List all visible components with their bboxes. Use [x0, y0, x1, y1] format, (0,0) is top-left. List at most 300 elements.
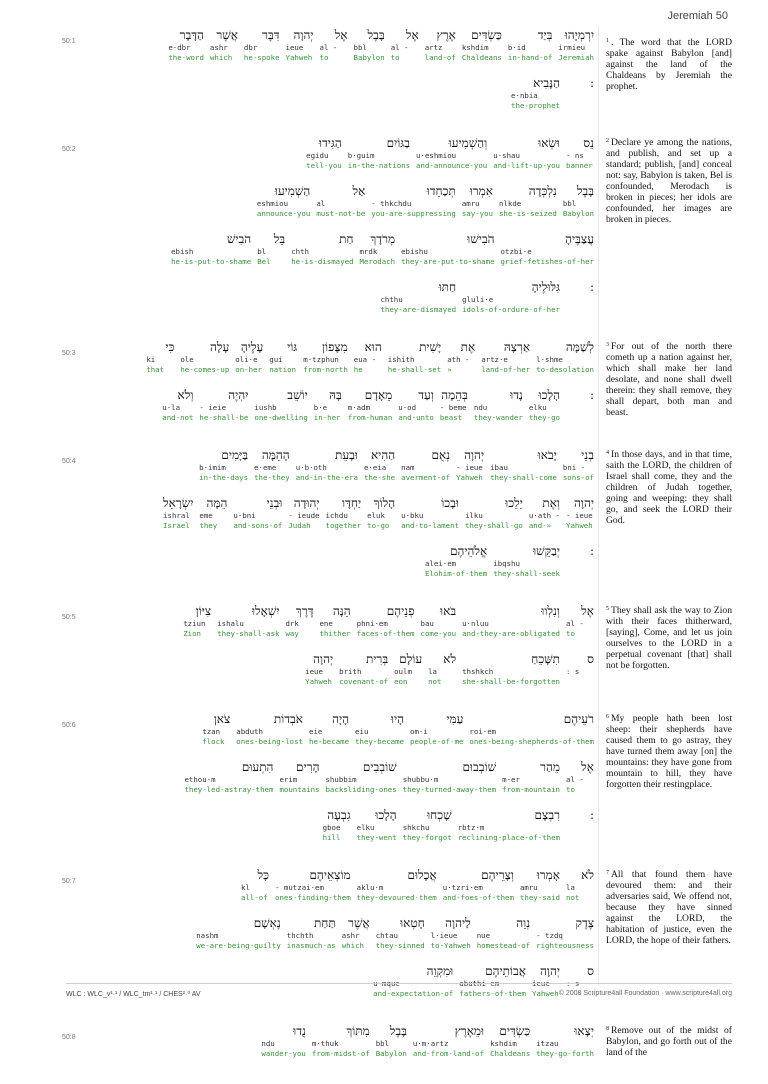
av-verse-text: My people hath been lost sheep: their shepherds have caused them to go astray, they have turned them away [on] the mountains: they have gone from mountain to hill, they have forgotten their restingplace.	[606, 713, 732, 790]
word-unit	[462, 280, 560, 315]
gloss: not	[428, 677, 442, 686]
hebrew-word: צִיּוֹן	[195, 604, 212, 618]
hebrew-word: יְבַקֵּשׁוּ	[533, 544, 560, 558]
gloss: and-to-lament	[401, 521, 459, 530]
hebrew-word: וְנִלְווּ	[541, 604, 560, 618]
hebrew-word: אֶל	[405, 28, 419, 42]
gloss: he-comes-up	[180, 365, 230, 374]
word-unit	[529, 388, 560, 423]
gloss: to-Yahweh	[430, 941, 471, 950]
hebrew-word: :	[589, 280, 594, 294]
gloss: homestead-of	[476, 941, 531, 950]
word-unit	[320, 28, 348, 63]
word-unit	[558, 28, 594, 63]
hebrew-word: הַגִּידוּ	[318, 136, 342, 150]
transliteration: nashm	[196, 931, 219, 940]
transliteration: m·thuk	[311, 1039, 339, 1048]
hebrew-word: צֶדֶק	[575, 916, 594, 930]
word-unit	[339, 652, 388, 687]
column-divider	[598, 26, 599, 986]
hebrew-word: וְצָרֵיהֶם	[481, 868, 514, 882]
transliteration: u·tzri·em	[442, 883, 483, 892]
word-unit	[233, 496, 282, 531]
word-unit	[456, 448, 484, 483]
transliteration: amru	[519, 883, 538, 892]
gloss: Babylon	[562, 209, 594, 218]
word-unit	[474, 388, 523, 423]
hebrew-word: כִּי	[165, 340, 175, 354]
transliteration: m·adm	[347, 403, 371, 412]
word-unit	[416, 136, 487, 171]
gloss: to	[390, 53, 400, 62]
word-unit	[244, 28, 280, 63]
transliteration: ebishu	[401, 247, 428, 256]
gloss: in·hand-of	[507, 53, 553, 62]
hebrew-word: הֵמָּה	[206, 496, 228, 510]
hebrew-word: נָדוּ	[510, 388, 523, 402]
gloss: to	[566, 785, 575, 794]
hebrew-word: רֹעֵיהֶם	[563, 712, 594, 726]
transliteration: - tzdq	[536, 931, 563, 940]
hebrew-word: עֲצַבֶּיהָ	[565, 232, 594, 246]
hebrew-word: הַהִיא	[370, 448, 396, 462]
hebrew-word: בַּיָּמִים	[221, 448, 249, 462]
av-verse-number: 3	[606, 342, 609, 348]
gloss: grief-fetishes-of-her	[500, 257, 594, 266]
word-unit	[462, 184, 493, 219]
gloss: fathers-of-them	[459, 989, 526, 998]
av-verse-number: 1	[606, 38, 609, 44]
transliteration: iushb	[254, 403, 277, 412]
transliteration	[373, 979, 400, 989]
word-unit	[401, 448, 450, 483]
hebrew-word: בֹּאוּ	[440, 604, 457, 618]
footer-copyright: © 2008 Scripture4all Foundation · www.scripture4all.org	[558, 990, 732, 997]
word-unit	[431, 916, 471, 951]
hebrew-word: הָרִים	[296, 760, 320, 774]
transliteration: : s	[566, 667, 580, 676]
word-unit	[357, 808, 397, 843]
transliteration: gboe	[322, 823, 341, 832]
word-unit	[254, 448, 290, 483]
transliteration: elku	[356, 823, 375, 832]
gloss: to-desolation	[536, 365, 594, 374]
footer-versions: WLC : WLC_v¹·¹ / WLC_tm¹·¹ / CHES²·⁰ AV	[66, 991, 201, 998]
interlinear-line	[66, 604, 594, 652]
transliteration: abduth	[236, 727, 263, 736]
transliteration: rbtz·m	[457, 823, 485, 832]
word-unit	[440, 388, 468, 423]
gloss: he-shall-set	[387, 365, 442, 374]
hebrew-word: גּוֹי	[287, 340, 298, 354]
transliteration: tzan	[202, 727, 221, 736]
word-unit	[443, 868, 514, 903]
av-verse-text: In those days, and in that time, saith the LORD, the children of Israel shall come, they and the children of Judah together, going and weeping: they shall go, and seek the LORD their God.	[606, 449, 732, 526]
gloss: and-foes-of-them	[442, 893, 514, 902]
word-unit	[342, 916, 370, 951]
gloss: they-devoured-them	[356, 893, 437, 902]
gloss: flock	[202, 737, 225, 746]
gloss: they-go-forth	[536, 1049, 594, 1058]
transliteration: b·guim	[347, 151, 375, 160]
transliteration: chth	[291, 247, 309, 256]
transliteration: shkchu	[402, 823, 430, 832]
hebrew-word: בְּיַד	[537, 28, 553, 42]
gloss: the-prophet	[511, 101, 560, 110]
transliteration: - beme	[439, 403, 467, 412]
word-unit	[462, 604, 560, 639]
gloss: way	[285, 629, 299, 638]
hebrew-word: אֶת	[460, 340, 476, 354]
transliteration: nam	[401, 463, 415, 472]
transliteration: eshmiou	[256, 199, 289, 208]
gloss: Jeremiah	[558, 53, 594, 62]
transliteration: e·eme	[254, 463, 277, 472]
gloss: Chaldeans	[490, 1049, 531, 1058]
word-unit	[481, 340, 530, 375]
verse-gap	[66, 592, 594, 604]
hebrew-word: חַתּוּ	[438, 280, 457, 294]
gloss: and-unto	[398, 413, 434, 422]
word-unit	[388, 340, 441, 375]
verse-block	[62, 712, 594, 868]
hebrew-word: מֵאָדָם	[364, 388, 393, 402]
verse-gap	[66, 124, 594, 136]
hebrew-word: אֶרֶץ	[436, 28, 456, 42]
gloss: come-you	[420, 629, 457, 638]
word-unit	[199, 448, 248, 483]
hebrew-word: נֻדוּ	[293, 1024, 306, 1038]
word-unit	[269, 340, 297, 375]
transliteration: ishith	[387, 355, 415, 364]
hebrew-word: עָלֶיהָ	[240, 340, 264, 354]
hebrew-word: הָלָכוּ	[538, 388, 560, 402]
transliteration: u·od	[398, 403, 417, 412]
hebrew-word: וּבָכוֹ	[441, 496, 459, 510]
transliteration: - mutzai·em	[275, 883, 324, 892]
word-unit	[566, 604, 594, 639]
word-unit	[398, 388, 434, 423]
gloss: they-are-dismayed	[380, 305, 457, 314]
transliteration: al -	[566, 619, 584, 628]
transliteration: ene	[319, 619, 333, 628]
hebrew-word: הָלוֹךְ	[373, 496, 396, 510]
hebrew-word: יָשִׁית	[419, 340, 442, 354]
hebrew-word: דֶּרֶךְ	[295, 604, 314, 618]
interlinear-line	[66, 76, 594, 124]
hebrew-word: מְרֹדָךְ	[370, 232, 396, 246]
gloss: he-became	[309, 737, 350, 746]
gloss: mountains	[279, 785, 320, 794]
gloss: he-is-put-to-shame	[171, 257, 252, 266]
gloss: they-became	[355, 737, 404, 746]
hebrew-word: מִתּוֹךְ	[346, 1024, 370, 1038]
gloss: ones-being-shepherds-of-them	[469, 737, 594, 746]
word-unit	[287, 916, 336, 951]
hebrew-word: צֹאן	[213, 712, 231, 726]
word-unit	[529, 496, 560, 531]
word-unit	[469, 712, 594, 747]
word-unit	[447, 340, 475, 375]
gloss: she-is-seized	[498, 209, 557, 218]
word-unit	[303, 340, 348, 375]
gloss: eon	[394, 677, 408, 686]
transliteration: ki	[146, 355, 156, 364]
gloss: one-dwelling	[254, 413, 308, 422]
transliteration: ndu	[473, 403, 488, 412]
av-verse-text: Declare ye among the nations, and publish, and set up a standard; publish, [and] conceal not: say, Babylon is taken, Bel is confounded, Merodach is broken in pieces; her idols are confounded, her images are broken in pieces.	[606, 137, 732, 225]
word-unit	[465, 496, 523, 531]
transliteration: bl	[257, 247, 267, 256]
word-unit	[285, 604, 313, 639]
transliteration: artz	[424, 43, 443, 52]
transliteration: eie	[309, 727, 323, 736]
transliteration: roi·em	[469, 727, 497, 736]
hebrew-word: וְלֹא	[177, 388, 194, 402]
gloss: you-are-suppressing	[371, 209, 456, 218]
hebrew-word: עַמִּי	[446, 712, 464, 726]
transliteration: brith	[339, 667, 362, 676]
word-unit	[566, 544, 594, 579]
transliteration: ashr	[341, 931, 360, 940]
hebrew-word: ס	[587, 964, 594, 978]
hebrew-word: יָבֹאוּ	[537, 448, 557, 462]
hebrew-word: מִצָּפוֹן	[321, 340, 348, 354]
gloss: must-not-be	[316, 209, 366, 218]
word-unit	[146, 340, 174, 375]
transliteration: b·id	[507, 43, 526, 52]
gloss: and-»	[528, 521, 552, 530]
gloss: they-are-put-to-shame	[401, 257, 495, 266]
hebrew-word: וּשְׂאוּ	[538, 136, 560, 150]
word-unit	[241, 868, 269, 903]
hebrew-word: גִּלּוּלֶיהָ	[531, 280, 560, 294]
transliteration: u·bni	[233, 511, 256, 520]
transliteration	[459, 979, 499, 989]
gloss: which	[341, 941, 364, 950]
transliteration: ath -	[447, 355, 470, 364]
word-unit	[286, 28, 314, 63]
transliteration: chthu	[380, 295, 403, 304]
gloss: righteousness	[536, 941, 594, 950]
transliteration: tziun	[183, 619, 206, 628]
interlinear-line	[66, 280, 594, 328]
word-unit	[279, 760, 319, 795]
word-unit	[458, 808, 560, 843]
av-verse	[606, 604, 732, 671]
av-verse	[606, 36, 732, 92]
transliteration: u·ath -	[528, 511, 560, 520]
gloss: from-north	[303, 365, 348, 374]
transliteration: otzbi·e	[500, 247, 532, 256]
word-unit	[401, 496, 459, 531]
transliteration: e·eia	[363, 463, 387, 472]
gloss: to	[319, 53, 329, 62]
verse-number: 50:8	[62, 1034, 76, 1041]
transliteration: bbl	[375, 1039, 390, 1048]
hebrew-word: אֶל	[334, 28, 348, 42]
word-unit	[566, 760, 594, 795]
word-unit	[210, 28, 238, 63]
av-verse-text: For out of the north there cometh up a nation against her, which shall make her land desolate, and none shall dwell therein: they shall remove, they shall depart, both man and beast.	[606, 341, 732, 418]
hebrew-word: אֲבוֹתֵיהֶם	[485, 964, 526, 978]
hebrew-word: אַל	[352, 184, 366, 198]
av-verse-number: 6	[606, 714, 609, 720]
verse-block	[62, 868, 594, 1024]
av-verse	[606, 1024, 732, 1058]
transliteration: e·dbr	[168, 43, 191, 52]
hebrew-word: בַגּוֹיִם	[386, 136, 411, 150]
verse-number: 50:3	[62, 350, 76, 357]
gloss: the-she	[363, 473, 396, 482]
gloss: and-announce-you	[416, 161, 488, 170]
gloss: Israel	[163, 521, 190, 530]
hebrew-word: כָּל	[257, 868, 269, 882]
gloss: they-sinned	[375, 941, 425, 950]
transliteration: om·i	[410, 727, 428, 736]
interlinear-line	[66, 340, 594, 388]
hebrew-word: וּבְנֵי	[266, 496, 283, 510]
word-unit	[376, 1024, 407, 1059]
gloss: to-go	[367, 521, 390, 530]
gloss: covenant-of	[339, 677, 389, 686]
gloss: Yahweh	[532, 989, 559, 998]
transliteration: e·nbia	[511, 91, 538, 100]
hebrew-word: בָּהּ	[329, 388, 342, 402]
word-unit	[493, 136, 560, 171]
gloss: idols-of-ordure-of-her	[462, 305, 560, 314]
hebrew-word: לֹא	[443, 652, 457, 666]
word-unit	[508, 28, 553, 63]
hebrew-word: תַּחַת	[313, 916, 336, 930]
word-unit	[536, 340, 594, 375]
gloss: they-forgot	[402, 833, 452, 842]
hebrew-word: יְהוּדָה	[293, 496, 320, 510]
word-unit	[520, 868, 560, 903]
transliteration: la	[428, 667, 438, 676]
hebrew-word: בָּבֶל	[367, 28, 385, 42]
gloss: nation	[269, 365, 296, 374]
interlinear-line	[66, 964, 594, 1012]
hebrew-word: יְהוָה	[293, 28, 314, 42]
transliteration: mrdk	[359, 247, 378, 256]
hebrew-word: לַיהוָה	[445, 916, 471, 930]
transliteration: al -	[319, 43, 338, 52]
gloss: Babylon	[353, 53, 385, 62]
transliteration: bbl	[353, 43, 367, 52]
gloss: backsliding-ones	[325, 785, 397, 794]
gloss: wander-you	[261, 1049, 306, 1058]
hebrew-word: וְעַד	[418, 388, 434, 402]
hebrew-word: יְהוָה	[313, 652, 334, 666]
transliteration: ishral	[163, 511, 190, 520]
word-unit	[305, 652, 333, 687]
gloss: together	[325, 521, 362, 530]
transliteration: bni -	[562, 463, 586, 472]
interlinear-line	[66, 184, 594, 232]
gloss: they-shall-go	[464, 521, 523, 530]
transliteration: thchth	[286, 931, 314, 940]
footer-divider	[66, 983, 732, 984]
av-verse-text: . The word that the LORD spake against Babylon [and] against the land of the Chaldeans by Jeremiah the prophet.	[606, 37, 732, 92]
hebrew-word: יְהוָה	[464, 448, 485, 462]
av-verse-number: 8	[606, 1026, 609, 1032]
hebrew-word: אֱלֹהֵיהֶם	[449, 544, 488, 558]
word-unit	[168, 28, 204, 63]
gloss: ones-finding-them	[275, 893, 351, 902]
transliteration: l·shme	[536, 355, 563, 364]
gloss: that	[146, 365, 165, 374]
gloss: they-shall-seek	[493, 569, 560, 578]
word-unit	[235, 340, 263, 375]
transliteration: u·la	[162, 403, 181, 412]
gloss: hill	[322, 833, 341, 842]
word-unit	[357, 868, 437, 903]
hebrew-word: בֵּל	[273, 232, 286, 246]
word-unit	[403, 760, 496, 795]
word-unit	[566, 136, 594, 171]
gloss: he-is-dismayed	[291, 257, 354, 266]
word-unit	[162, 388, 193, 423]
hebrew-word: הָיָה	[332, 712, 350, 726]
hebrew-word: נִלְכְּדָה	[528, 184, 557, 198]
word-unit	[296, 448, 358, 483]
transliteration: oulm	[394, 667, 412, 676]
word-unit	[490, 1024, 530, 1059]
word-unit	[462, 28, 502, 63]
word-unit	[354, 340, 382, 375]
av-verse-text: All that found them have devoured them: and their adversaries said, We offend not, because they have sinned against the LORD, the habitation of justice, even the LORD, the hope of their fathers.	[606, 869, 732, 946]
hebrew-word: תְּכַחֵדוּ	[426, 184, 456, 198]
gloss: people-of-me	[410, 737, 464, 746]
verse-gap	[66, 436, 594, 448]
hebrew-word: לֹא	[581, 868, 594, 882]
transliteration: egidu	[306, 151, 329, 160]
hebrew-word: רִבְצָם	[534, 808, 560, 822]
hebrew-word: שׁוֹבְבוּם	[462, 760, 497, 774]
gloss: say-you	[461, 209, 493, 218]
verse-number: 50:6	[62, 722, 76, 729]
transliteration: al -	[566, 775, 584, 784]
verse-block	[62, 28, 594, 136]
word-unit	[314, 388, 342, 423]
gloss: averment-of	[401, 473, 451, 482]
word-unit	[376, 916, 425, 951]
word-unit	[309, 712, 349, 747]
hebrew-word: אַרְצָהּ	[503, 340, 531, 354]
transliteration: ethou·m	[184, 775, 216, 784]
word-unit	[499, 184, 557, 219]
hebrew-word: בָּבֶל	[576, 184, 594, 198]
gloss: Babylon	[375, 1049, 407, 1058]
interlinear-line	[66, 136, 594, 184]
transliteration: eme	[199, 511, 213, 520]
word-unit	[257, 184, 310, 219]
word-unit	[354, 28, 385, 63]
hebrew-word: יִשְׁאָלוּ	[251, 604, 280, 618]
hebrew-word: :	[589, 808, 594, 822]
transliteration: ilku	[464, 511, 483, 520]
hebrew-word: אֲשֶׁר	[216, 28, 238, 42]
word-unit	[536, 916, 594, 951]
interlinear-line	[66, 448, 594, 496]
gloss: banner	[566, 161, 593, 170]
word-unit	[421, 604, 457, 639]
hebrew-word: עָלָה	[209, 340, 230, 354]
verse-gap	[66, 328, 594, 340]
transliteration: nue	[476, 931, 491, 940]
hebrew-word: מֵהַר	[540, 760, 560, 774]
